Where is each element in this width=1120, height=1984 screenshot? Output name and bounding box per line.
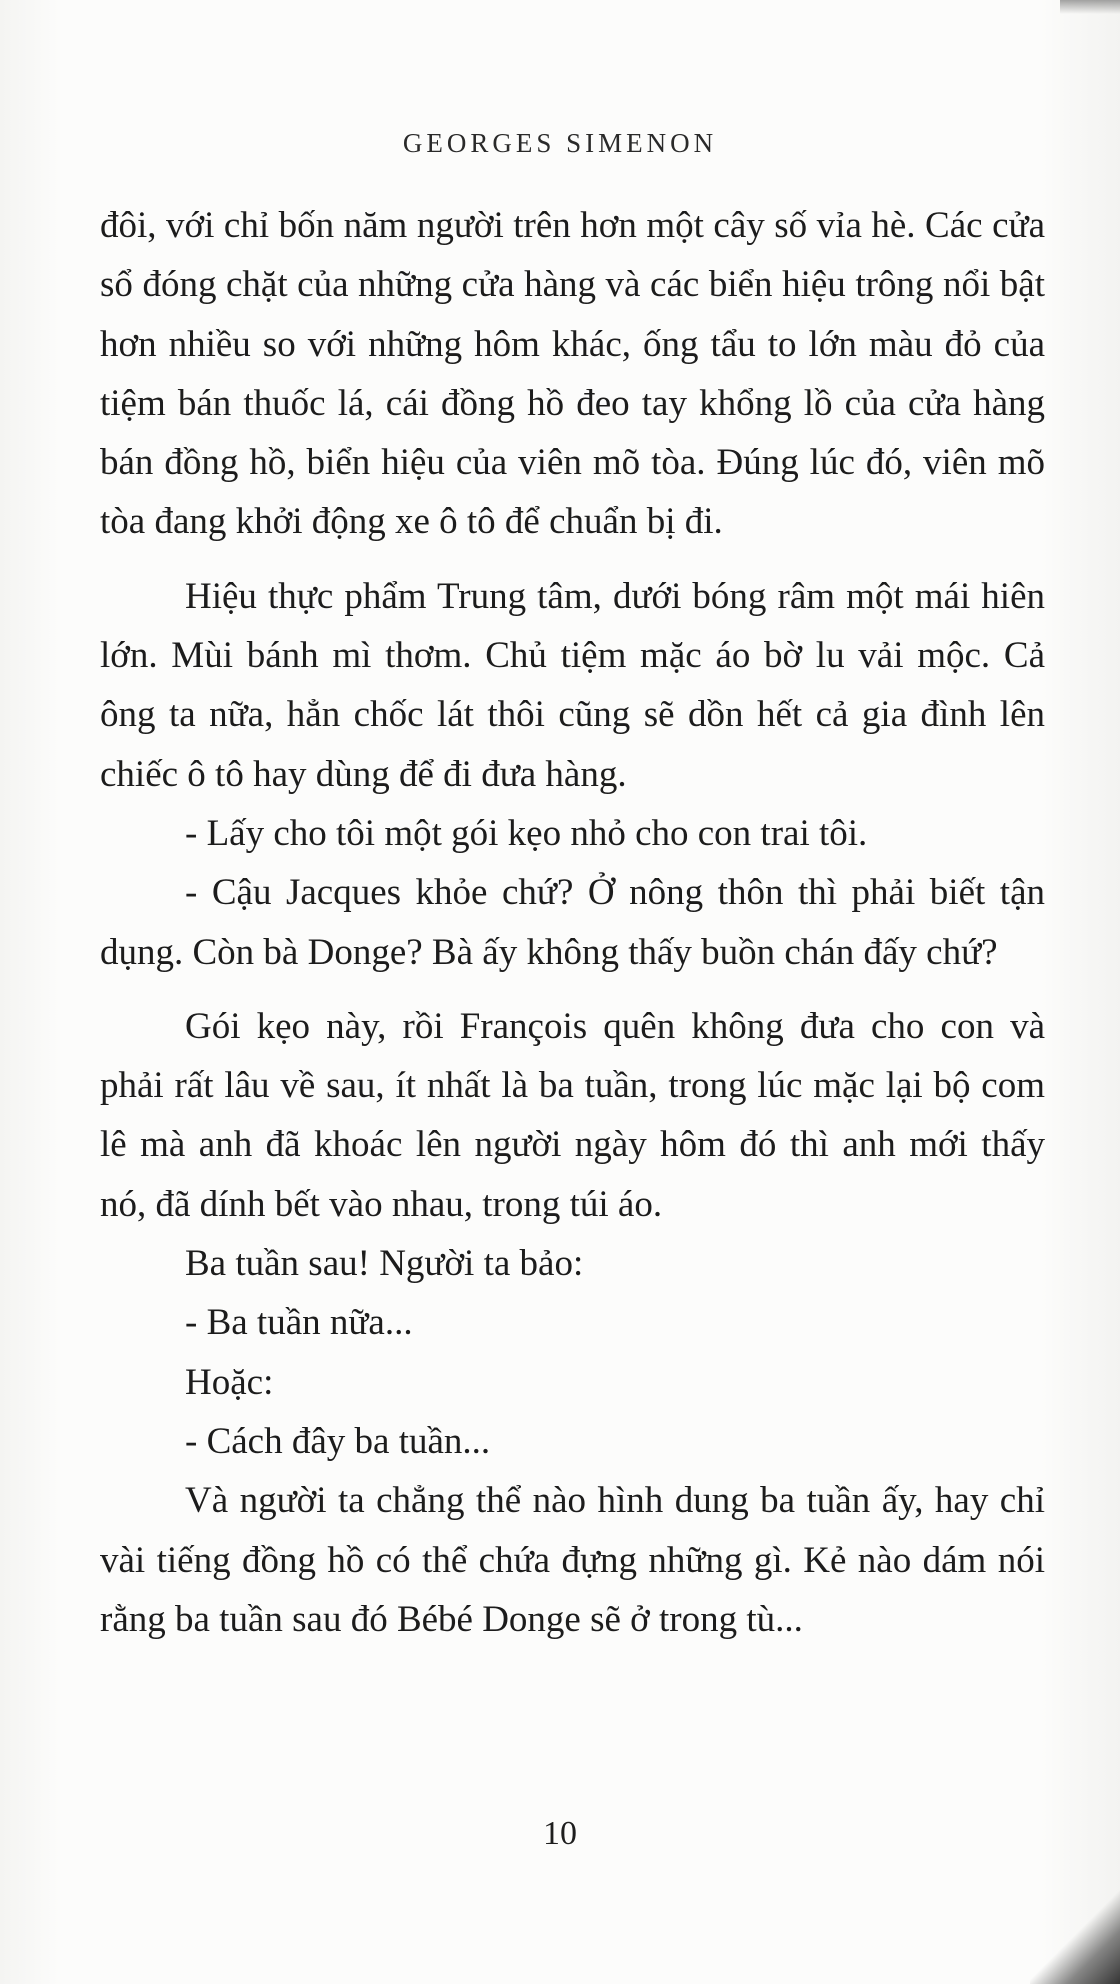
paragraph: Ba tuần sau! Người ta bảo: (185, 1243, 584, 1285)
dialogue-line: - Cậu Jacques khỏe chứ? Ở nông thôn thì phải biết tận dụng. Còn bà Donge? Bà ấy không thấy buồn chán đấy chứ? (100, 872, 1045, 973)
paragraph-continuation: đôi, với chỉ bốn năm người trên hơn một cây số vỉa hè. Các cửa sổ đóng chặt của những cửa hàng và các biển hiệu trông nổi bật hơn nhiều so với những hôm khác, ống tẩu to lớn màu đỏ của tiệm bán thuốc lá, cái đồng hồ đeo tay khổng lồ của cửa hàng bán đồng hồ, biển hiệu của viên mõ tòa. Đúng lúc đó, viên mõ tòa đang khởi động xe ô tô để chuẩn bị đi. (100, 205, 1045, 543)
page-corner-shadow (1060, 0, 1120, 14)
paragraph: Hiệu thực phẩm Trung tâm, dưới bóng râm một mái hiên lớn. Mùi bánh mì thơm. Chủ tiệm mặc áo bờ lu vải mộc. Cả ông ta nữa, hẳn chốc lát thôi cũng sẽ dồn hết cả gia đình lên chiếc ô tô hay dùng để đi đưa hàng. (100, 575, 1045, 795)
paragraph: Và người ta chẳng thể nào hình dung ba tuần ấy, hay chỉ vài tiếng đồng hồ có thể chứa đựng những gì. Kẻ nào dám nói rằng ba tuần sau đó Bébé Donge sẽ ở trong tù... (100, 1480, 1045, 1640)
dialogue-line: - Ba tuần nữa... (185, 1302, 413, 1344)
dialogue-line: - Cách đây ba tuần... (185, 1420, 491, 1462)
dialogue-line: - Lấy cho tôi một gói kẹo nhỏ cho con trai tôi. (185, 812, 868, 854)
paragraph: Hoặc: (185, 1361, 274, 1403)
body-text (100, 196, 1045, 1649)
paragraph: Gói kẹo này, rồi François quên không đưa cho con và phải rất lâu về sau, ít nhất là ba tuần, trong lúc mặc lại bộ com lê mà anh đã khoác lên người ngày hôm đó thì anh mới thấy nó, đã dính bết vào nhau, trong túi áo. (100, 1005, 1045, 1225)
page-edge-shadow (1030, 1864, 1120, 1984)
page-number: 10 (543, 1815, 577, 1852)
running-header-author: GEORGES SIMENON (402, 128, 718, 158)
